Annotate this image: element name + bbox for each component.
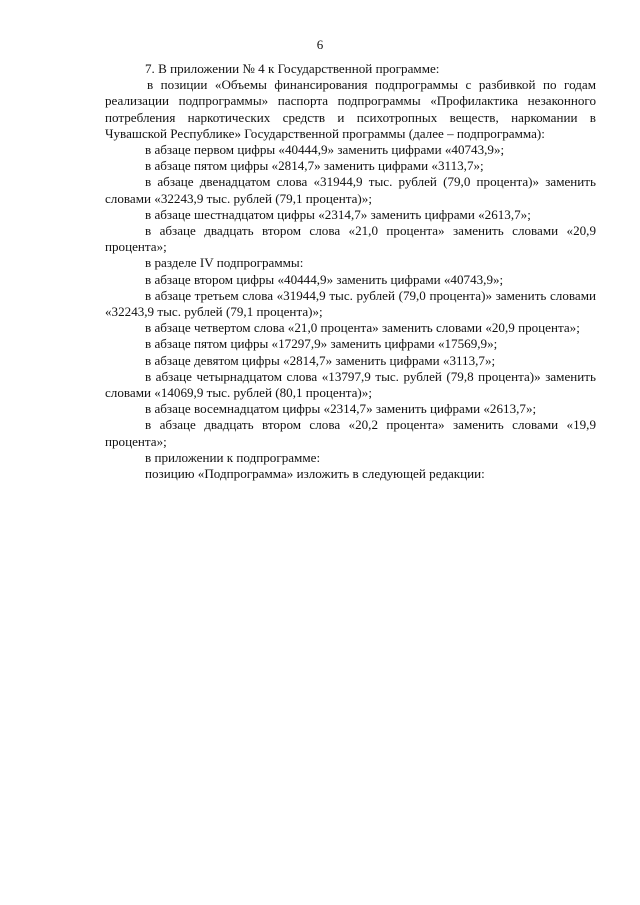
paragraph: в абзаце пятом цифры «2814,7» заменить цифрами «3113,7»; bbox=[145, 158, 484, 174]
document-body bbox=[105, 61, 596, 482]
paragraph: в приложении к подпрограмме: bbox=[145, 449, 321, 465]
paragraph: в позиции «Объемы финансирования подпрограммы с разбивкой по годам реализации подпрограммы» паспорта подпрограммы «Профилактика незаконного потребления наркотических средств и психотропных веществ, наркомании в Чувашской Республике» Государственной программы (далее – подпрограмма): bbox=[105, 77, 596, 141]
paragraph: в абзаце восемнадцатом цифры «2314,7» заменить цифрами «2613,7»; bbox=[145, 401, 537, 417]
paragraph-heading: 7. В приложении № 4 к Государственной программе: bbox=[145, 61, 440, 76]
paragraph: в разделе IV подпрограммы: bbox=[145, 255, 304, 271]
paragraph: в абзаце четырнадцатом слова «13797,9 тыс. рублей (79,8 процента)» заменить словами «14069,9 тыс. рублей (80,1 процента)»; bbox=[105, 368, 596, 401]
paragraph: в абзаце двенадцатом слова «31944,9 тыс. рублей (79,0 процента)» заменить словами «32243,9 тыс. рублей (79,1 процента)»; bbox=[105, 174, 596, 206]
paragraph: в абзаце двадцать втором слова «20,2 процента» заменить словами «19,9 процента»; bbox=[105, 417, 596, 449]
paragraph: в абзаце четвертом слова «21,0 процента» заменить словами «20,9 процента»; bbox=[145, 320, 580, 336]
paragraph: в абзаце девятом цифры «2814,7» заменить цифрами «3113,7»; bbox=[145, 352, 496, 368]
paragraph: позицию «Подпрограмма» изложить в следующей редакции: bbox=[145, 466, 485, 482]
paragraph: в абзаце втором цифры «40444,9» заменить цифрами «40743,9»; bbox=[145, 271, 504, 287]
paragraph: в абзаце шестнадцатом цифры «2314,7» заменить цифрами «2613,7»; bbox=[145, 206, 531, 222]
paragraph: в абзаце третьем слова «31944,9 тыс. рублей (79,0 процента)» заменить словами «32243,9 тыс. рублей (79,1 процента)»; bbox=[105, 287, 596, 320]
paragraph: в абзаце первом цифры «40444,9» заменить цифрами «40743,9»; bbox=[145, 142, 505, 158]
paragraph: в абзаце двадцать втором слова «21,0 процента» заменить словами «20,9 процента»; bbox=[105, 223, 596, 255]
paragraph: в абзаце пятом цифры «17297,9» заменить цифрами «17569,9»; bbox=[145, 336, 498, 352]
page-number: 6 bbox=[316, 37, 324, 52]
